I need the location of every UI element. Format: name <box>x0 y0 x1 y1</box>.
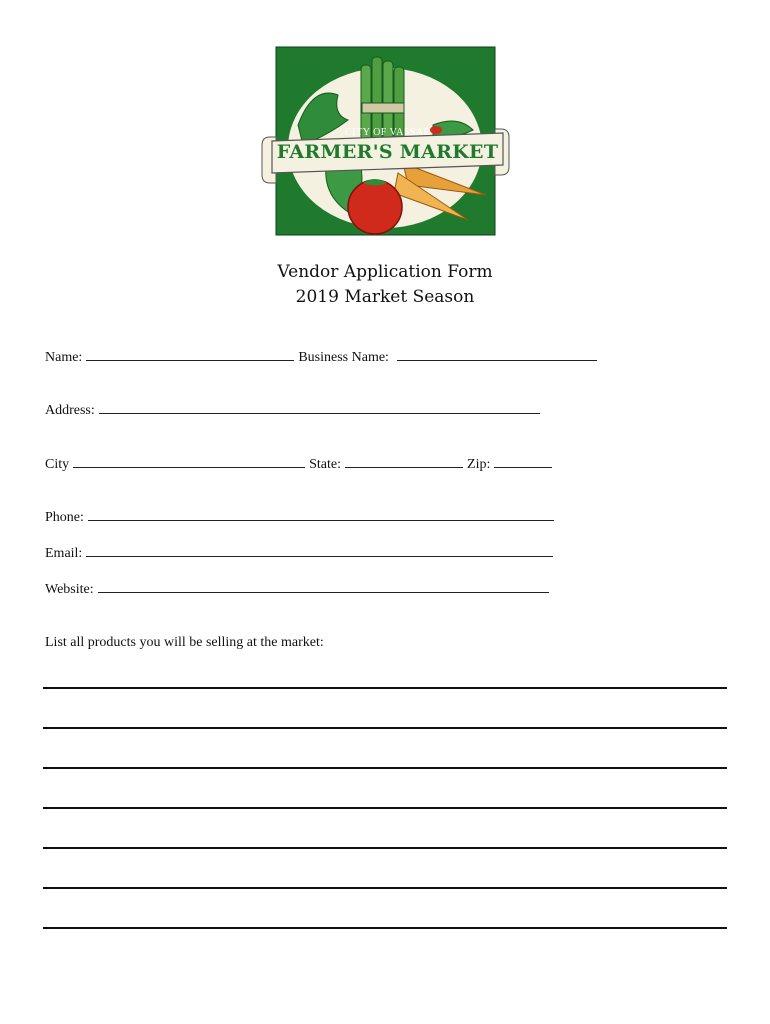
products-label: List all products you will be selling at the market: <box>45 635 324 650</box>
email-label: Email: <box>45 546 83 561</box>
website-field[interactable] <box>98 591 549 593</box>
products-line[interactable] <box>43 687 727 689</box>
phone-label: Phone: <box>45 510 84 525</box>
city-field[interactable] <box>73 466 305 468</box>
products-line[interactable] <box>43 767 727 769</box>
name-field[interactable] <box>86 359 294 361</box>
logo-top-text: CITY OF VASSAR <box>345 127 431 138</box>
business-name-field[interactable] <box>397 359 597 361</box>
products-line[interactable] <box>43 847 727 849</box>
name-label: Name: <box>45 350 83 365</box>
address-field[interactable] <box>99 412 540 414</box>
products-line[interactable] <box>43 927 727 929</box>
logo-banner-text: FARMER'S MARKET <box>276 141 499 163</box>
city-row <box>45 457 556 473</box>
name-row <box>45 350 601 366</box>
products-line[interactable] <box>43 887 727 889</box>
products-line[interactable] <box>43 727 727 729</box>
city-label: City <box>45 457 70 472</box>
products-line[interactable] <box>43 807 727 809</box>
address-label: Address: <box>45 403 95 418</box>
phone-row <box>45 510 558 526</box>
state-label: State: <box>309 457 342 472</box>
farmers-market-logo <box>258 45 513 237</box>
address-row <box>45 403 544 419</box>
form-title: Vendor Application Form <box>277 262 493 282</box>
email-row <box>45 546 557 562</box>
form-subtitle: 2019 Market Season <box>295 287 475 307</box>
business-name-label: Business Name: <box>298 350 389 365</box>
zip-label: Zip: <box>467 457 491 472</box>
email-field[interactable] <box>86 555 553 557</box>
website-label: Website: <box>45 582 94 597</box>
website-row <box>45 582 553 598</box>
zip-field[interactable] <box>494 466 552 468</box>
phone-field[interactable] <box>88 519 554 521</box>
state-field[interactable] <box>345 466 463 468</box>
